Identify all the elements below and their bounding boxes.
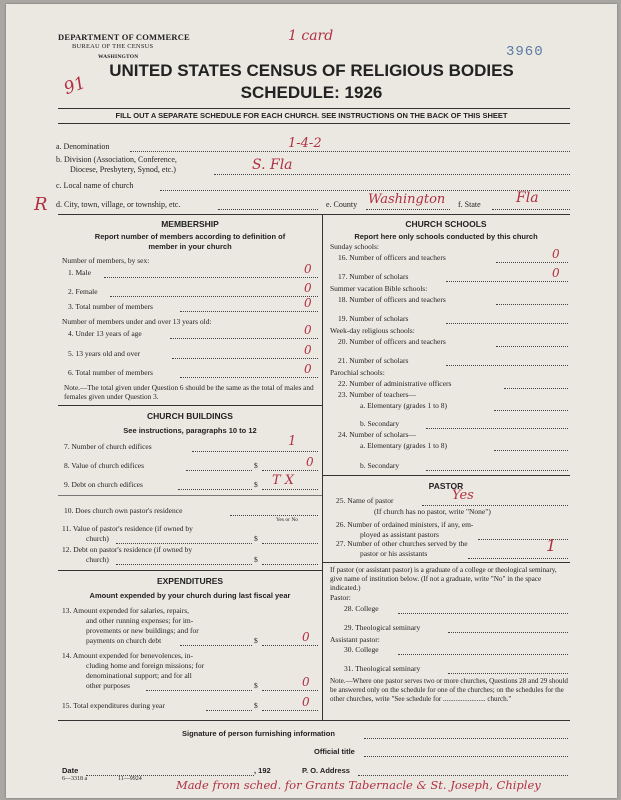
bureau-name: BUREAU OF THE CENSUS [72, 43, 154, 50]
q27-line [468, 558, 568, 559]
q13-label-2: and other running expenses; for im- [86, 616, 194, 625]
q12-dollar: $ [254, 555, 258, 564]
church-name-label: c. Local name of church [56, 181, 134, 190]
graduate-instruction: If pastor (or assistant pastor) is a graduate of a college or theological seminary, give name of institution below. (If not a graduate, write "No" in the space indicated.) [330, 566, 557, 592]
q29-label: 29. Theological seminary [344, 623, 421, 632]
expenditures-subheading: Amount expended by your church during last fiscal year [89, 591, 291, 600]
q5-line [172, 358, 318, 359]
q2-label: 2. Female [68, 287, 98, 296]
table-top-border [58, 214, 570, 215]
q30-label: 30. College [344, 645, 379, 654]
q24b-label: b. Secondary [360, 461, 400, 470]
q15-line [206, 710, 252, 711]
q25-label: 25. Name of pastor [336, 496, 394, 505]
q25-line [422, 505, 568, 506]
q11-amount-line [262, 543, 318, 544]
schools-intro: Report here only schools conducted by this church [354, 232, 538, 241]
q26-label-2: ployed as assistant pastors [360, 530, 439, 539]
state-value: Fla [516, 190, 539, 206]
instruction-line: FILL OUT A SEPARATE SCHEDULE FOR EACH CHURCH. SEE INSTRUCTIONS ON THE BACK OF THIS SHEET [115, 111, 508, 120]
q13-dollar: $ [254, 636, 258, 645]
q22-label: 22. Number of administrative officers [338, 379, 452, 388]
membership-heading: MEMBERSHIP [161, 219, 219, 229]
q20-line [496, 346, 568, 347]
q18-line [496, 304, 568, 305]
serial-number-stamp: 3960 [506, 44, 544, 60]
expenditures-heading: EXPENDITURES [156, 576, 224, 586]
date-line [86, 775, 254, 776]
q31-line [448, 673, 568, 674]
q24b-line [426, 470, 568, 471]
card-annotation: 1 card [288, 28, 334, 44]
q18-label: 18. Number of officers and teachers [338, 295, 446, 304]
state-line [492, 209, 570, 210]
division-label: b. Division (Association, Conference, [56, 155, 177, 164]
signature-line [364, 738, 568, 739]
q9-amount-line [262, 489, 318, 490]
po-address-label: P. O. Address [302, 766, 350, 775]
q4-value: 0 [304, 323, 312, 337]
q3-value: 0 [304, 296, 312, 310]
county-label: e. County [326, 200, 358, 209]
q9-value: T X [272, 473, 295, 488]
schedule-title: SCHEDULE: 1926 [240, 83, 383, 102]
form-title: UNITED STATES CENSUS OF RELIGIOUS BODIES [109, 61, 514, 80]
divider [58, 495, 322, 496]
q20-label: 20. Number of officers and teachers [338, 337, 446, 346]
q8-line [186, 470, 252, 471]
q14-label-3: denominational support; and for all [86, 671, 192, 680]
divider [58, 123, 570, 124]
q3-line [180, 311, 318, 312]
q29-line [448, 632, 568, 633]
q7-value: 1 [288, 434, 297, 449]
summer-schools-label: Summer vacation Bible schools: [330, 284, 428, 293]
q12-label: 12. Debt on pastor's residence (if owned by [62, 545, 193, 554]
q27-label: 27. Number of other churches served by the [336, 539, 468, 548]
division-label-2: Diocese, Presbytery, Synod, etc.) [70, 165, 176, 174]
form-number: 6—3318 a [62, 776, 88, 782]
q15-dollar: $ [254, 701, 258, 710]
year-label: , 192 [254, 766, 271, 775]
q10-line [230, 515, 318, 516]
q9-line [178, 489, 252, 490]
q12-line [116, 564, 252, 565]
census-schedule-form [6, 4, 617, 798]
q1-value: 0 [304, 262, 312, 276]
q30-line [398, 654, 568, 655]
schools-heading: CHURCH SCHOOLS [405, 219, 487, 229]
denomination-label: a. Denomination [56, 142, 110, 151]
po-address-line [358, 775, 568, 776]
left-margin-mark: 91 [61, 72, 89, 100]
q25-value: Yes [452, 488, 474, 503]
q2-value: 0 [304, 281, 312, 295]
q17-line [446, 281, 568, 282]
divider [322, 475, 570, 476]
yes-no-hint: Yes or No [276, 517, 299, 523]
department-name: DEPARTMENT OF COMMERCE [58, 32, 190, 42]
column-divider [322, 214, 323, 720]
q7-label: 7. Number of church edifices [64, 442, 152, 451]
q8-dollar: $ [254, 461, 258, 470]
q5-label: 5. 13 years old and over [68, 349, 141, 358]
q6-value: 0 [304, 362, 312, 376]
q14-label-2: cluding home and foreign missions; for [86, 661, 205, 670]
q17-label: 17. Number of scholars [338, 272, 409, 281]
q19-label: 19. Number of scholars [338, 314, 409, 323]
divider [58, 108, 570, 109]
table-bottom-border [58, 720, 570, 721]
q1-label: 1. Male [68, 268, 91, 277]
q15-label: 15. Total expenditures during year [62, 701, 165, 710]
q11-label-2: church) [86, 534, 109, 543]
q22-line [504, 388, 568, 389]
q15-amount-line [262, 710, 318, 711]
handwritten-note: Made from sched. for Grants Tabernacle & St. Joseph, Chipley [176, 778, 541, 792]
q14-value: 0 [302, 675, 310, 689]
denomination-value: 1-4-2 [288, 136, 322, 151]
q26-label: 26. Number of ordained ministers, if any, em- [336, 520, 474, 529]
pastor-subheading: Pastor: [330, 593, 351, 602]
q14-label-4: other purposes [86, 681, 130, 690]
q9-dollar: $ [254, 480, 258, 489]
q14-line [146, 690, 252, 691]
division-value: S. Fla [252, 157, 293, 173]
buildings-subheading: See instructions, paragraphs 10 to 12 [123, 426, 257, 435]
q8-amount-line [262, 470, 318, 471]
buildings-heading: CHURCH BUILDINGS [147, 411, 233, 421]
divider [58, 405, 322, 406]
sunday-schools-label: Sunday schools: [330, 242, 379, 251]
q14-amount-line [262, 690, 318, 691]
q17-value: 0 [552, 266, 560, 280]
assistant-pastor-subheading: Assistant pastor: [330, 635, 380, 644]
q15-value: 0 [302, 695, 310, 709]
church-name-line [160, 190, 570, 191]
q6-line [180, 377, 318, 378]
q28-line [398, 613, 568, 614]
q28-label: 28. College [344, 604, 379, 613]
official-title-line [364, 756, 568, 757]
weekday-schools-label: Week-day religious schools: [330, 326, 415, 335]
q11-dollar: $ [254, 534, 258, 543]
pastor-heading: PASTOR [428, 481, 464, 491]
q21-line [446, 365, 568, 366]
pastor-note: Note.—Where one pastor serves two or more churches, Questions 28 and 29 should be answered only on the schedule for one of the churches; on the schedules for the other churches, write "See schedule for ........................ church." [330, 677, 568, 703]
q24-label: 24. Number of scholars— [338, 430, 416, 439]
membership-intro: Report number of members according to definition of [94, 232, 286, 241]
q27-value: 1 [546, 536, 557, 555]
q31-label: 31. Theological seminary [344, 664, 421, 673]
q3-label: 3. Total number of members [68, 302, 153, 311]
q1-line [104, 277, 318, 278]
q11-line [116, 543, 252, 544]
age-label: Number of members under and over 13 years old: [62, 317, 212, 326]
q13-label: 13. Amount expended for salaries, repairs, [62, 606, 190, 615]
date-label: Date [62, 766, 79, 775]
q27-label-2: pastor or his assistants [360, 549, 428, 558]
parochial-schools-label: Parochial schools: [330, 368, 385, 377]
q24a-line [494, 450, 568, 451]
q23b-line [426, 428, 568, 429]
q23a-line [494, 410, 568, 411]
q23-label: 23. Number of teachers— [338, 390, 416, 399]
q13-label-3: provements or new buildings; and for [86, 626, 199, 635]
by-sex-label: Number of members, by sex: [62, 256, 150, 265]
city-label: d. City, town, village, or township, etc. [56, 200, 181, 209]
divider [322, 562, 570, 563]
print-number: 11—9924 [118, 776, 142, 782]
official-title-label: Official title [314, 747, 355, 756]
membership-intro-2: member in your church [148, 242, 232, 251]
q23a-label: a. Elementary (grades 1 to 8) [360, 401, 448, 410]
q16-label: 16. Number of officers and teachers [338, 253, 446, 262]
department-heading [58, 32, 190, 62]
q21-label: 21. Number of scholars [338, 356, 409, 365]
division-line [214, 174, 570, 175]
q9-label: 9. Debt on church edifices [64, 480, 143, 489]
q12-label-2: church) [86, 555, 109, 564]
city-line [218, 209, 318, 210]
q13-line [180, 645, 252, 646]
q5-value: 0 [304, 343, 312, 357]
q19-line [446, 323, 568, 324]
q23b-label: b. Secondary [360, 419, 400, 428]
q8-value: 0 [306, 455, 314, 469]
q13-value: 0 [302, 630, 310, 644]
q11-label: 11. Value of pastor's residence (if owned by [62, 524, 193, 533]
membership-note: Note.—The total given under Question 6 should be the same as the total of males and females given under Question 3. [64, 383, 314, 401]
state-label: f. State [458, 200, 481, 209]
q16-value: 0 [552, 247, 560, 261]
denomination-line [130, 151, 570, 152]
city-name: WASHINGTON [98, 54, 139, 60]
q13-amount-line [262, 645, 318, 646]
county-line [366, 209, 450, 210]
q10-label: 10. Does church own pastor's residence [64, 506, 183, 515]
q2-line [110, 296, 318, 297]
q14-dollar: $ [254, 681, 258, 690]
q4-label: 4. Under 13 years of age [68, 329, 142, 338]
q4-line [170, 338, 318, 339]
signature-label: Signature of person furnishing information [182, 729, 335, 738]
r-mark: R [34, 194, 48, 215]
q6-label: 6. Total number of members [68, 368, 153, 377]
q8-label: 8. Value of church edifices [64, 461, 145, 470]
q14-label: 14. Amount expended for benevolences, in- [62, 651, 194, 660]
county-value: Washington [368, 192, 446, 207]
q13-label-4: payments on church debt [86, 636, 162, 645]
q16-line [496, 262, 568, 263]
q24a-label: a. Elementary (grades 1 to 8) [360, 441, 448, 450]
divider [58, 570, 322, 571]
q12-amount-line [262, 564, 318, 565]
q25-hint: (If church has no pastor, write "None") [374, 507, 491, 516]
q7-line [192, 451, 318, 452]
